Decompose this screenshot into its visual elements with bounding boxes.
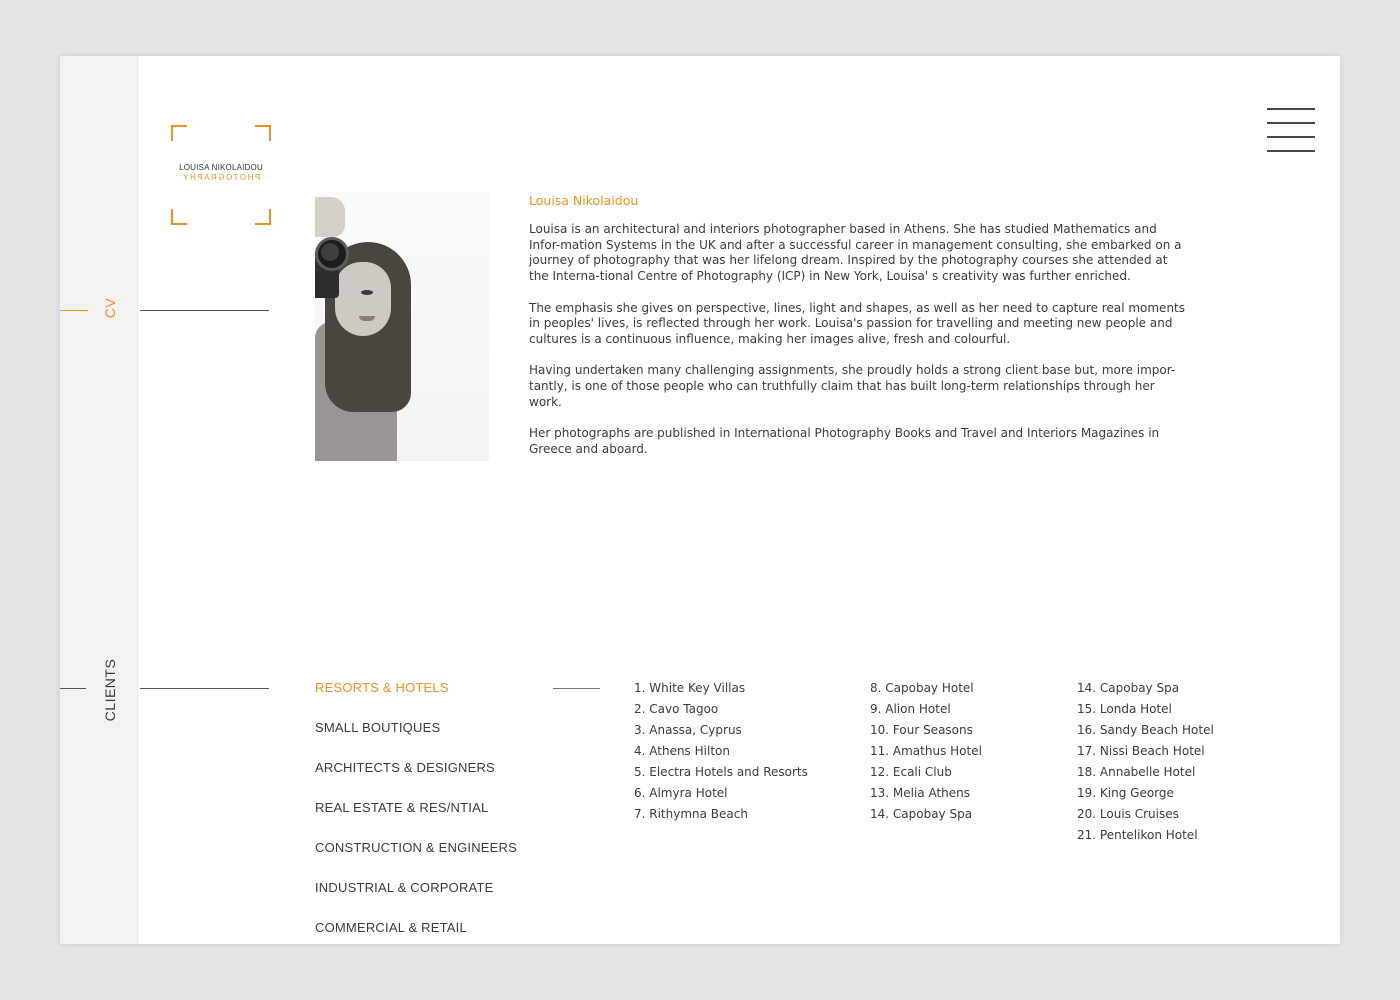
client-item: 13. Melia Athens (870, 786, 971, 800)
photo-face (335, 262, 391, 336)
photo-hand (315, 197, 345, 237)
client-item: 20. Louis Cruises (1077, 807, 1179, 821)
client-item: 17. Nissi Beach Hotel (1077, 744, 1205, 758)
cv-paragraph: Louisa is an architectural and interiors photographer based in Athens. She has studied Mathematics and Infor-mation Systems in the UK and after a successful career in management consulting, she embarked on a journey of photography that was her lifelong dream. Inspired by the photography courses she attended at the Interna-tional Centre of Photography (ICP) in New York, Louisa' s creativity was further enriched. (529, 222, 1182, 284)
client-item: 19. King George (1077, 786, 1174, 800)
section-label-clients[interactable]: CLIENTS (102, 658, 118, 722)
cv-marker-tick (60, 310, 88, 311)
client-item: 12. Ecali Club (870, 765, 952, 779)
client-item: 16. Sandy Beach Hotel (1077, 723, 1214, 737)
client-item: 11. Amathus Hotel (870, 744, 982, 758)
cv-paragraph: Having undertaken many challenging assignments, she proudly holds a strong client base but, more impor-tantly, is one of those people who can truthfully claim that has built long-term relationships through her work. (529, 363, 1176, 409)
client-item: 18. Annabelle Hotel (1077, 765, 1196, 779)
client-item: 21. Pentelikon Hotel (1077, 828, 1198, 842)
category-connector-line (553, 688, 600, 689)
clients-divider-line (140, 688, 269, 689)
menu-line (1267, 108, 1315, 110)
client-list-column-3 (1077, 680, 1214, 848)
menu-line (1267, 122, 1315, 124)
photo-camera-lens-inner (321, 243, 339, 261)
category-commercial-retail[interactable]: COMMERCIAL & RETAIL (315, 920, 467, 935)
section-label-cv[interactable]: CV (102, 297, 118, 319)
page-card (60, 56, 1340, 944)
client-item: 8. Capobay Hotel (870, 681, 974, 695)
cv-bio (529, 222, 1189, 473)
client-item: 7. Rithymna Beach (634, 807, 748, 821)
category-architects-designers[interactable]: ARCHITECTS & DESIGNERS (315, 760, 495, 775)
logo-frame-corner (255, 209, 271, 225)
client-item: 5. Electra Hotels and Resorts (634, 765, 808, 779)
client-item: 14. Capobay Spa (870, 807, 973, 821)
photo-eye (361, 290, 373, 295)
cv-divider-line (140, 310, 269, 311)
logo-frame-corner (171, 209, 187, 225)
client-item: 3. Anassa, Cyprus (634, 723, 742, 737)
logo-name: LOUISA NIKOLAIDOU (179, 163, 263, 172)
client-list-column-2 (870, 680, 982, 827)
category-resorts-hotels[interactable]: RESORTS & HOTELS (315, 680, 449, 695)
sidebar (60, 56, 139, 944)
client-item: 6. Almyra Hotel (634, 786, 728, 800)
client-item: 14. Capobay Spa (1077, 681, 1180, 695)
logo-subtitle: PHOTOGRAPHY (181, 173, 261, 182)
category-small-boutiques[interactable]: SMALL BOUTIQUES (315, 720, 441, 735)
category-industrial-corporate[interactable]: INDUSTRIAL & CORPORATE (315, 880, 494, 895)
menu-line (1267, 150, 1315, 152)
logo[interactable] (171, 125, 271, 225)
client-item: 9. Alion Hotel (870, 702, 951, 716)
menu-line (1267, 136, 1315, 138)
hamburger-menu-icon[interactable] (1267, 107, 1315, 153)
cv-name-heading: Louisa Nikolaidou (529, 193, 639, 208)
logo-frame-corner (171, 125, 187, 141)
client-category-list (315, 680, 517, 944)
cv-paragraph: Her photographs are published in International Photography Books and Travel and Interiors Magazines in Greece and aboard. (529, 426, 1160, 456)
client-item: 1. White Key Villas (634, 681, 746, 695)
client-list-column-1 (634, 680, 808, 827)
client-item: 2. Cavo Tagoo (634, 702, 719, 716)
category-construction-engineers[interactable]: CONSTRUCTION & ENGINEERS (315, 840, 517, 855)
photo-mouth (359, 316, 375, 321)
client-item: 4. Athens Hilton (634, 744, 730, 758)
clients-marker-tick (60, 688, 86, 689)
category-real-estate[interactable]: REAL ESTATE & RES/NTIAL (315, 800, 489, 815)
cv-paragraph: The emphasis she gives on perspective, lines, light and shapes, as well as her need to capture real moments in peoples' lives, is reflected through her work. Louisa's passion for travelling and meeting new people and cultures is a continuous influence, making her images alive, fresh and colourful. (529, 300, 1186, 346)
portrait-photo (315, 192, 489, 461)
client-item: 15. Londa Hotel (1077, 702, 1172, 716)
client-item: 10. Four Seasons (870, 723, 973, 737)
logo-frame-corner (255, 125, 271, 141)
